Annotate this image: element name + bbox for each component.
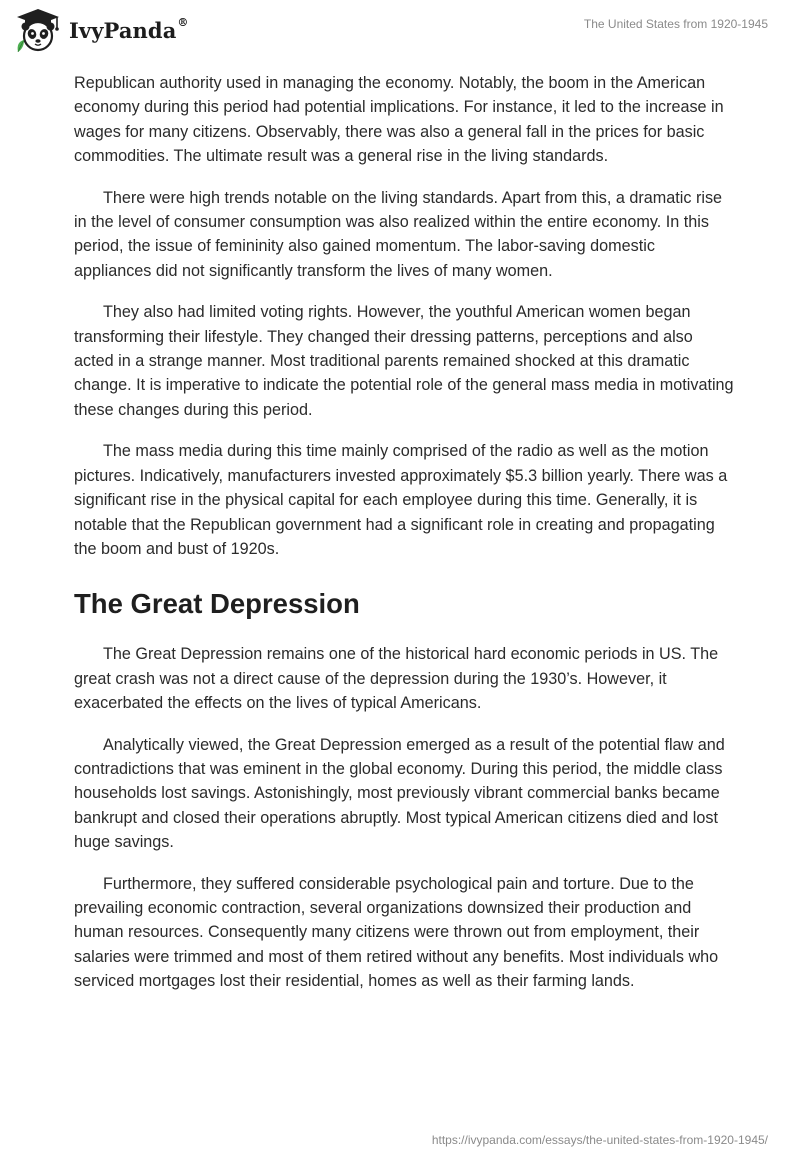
paragraph-6: Analytically viewed, the Great Depression emerged as a result of the potential flaw and contradictions that was eminent in the global economy. During this period, the middle class households lost savings. Astonishingly, most previously vibrant commercial banks became bankrupt and closed their operations abruptly. Most typical American citizens died and lost huge savings. [74,735,725,852]
paragraph-5: The Great Depression remains one of the historical hard economic periods in US. The great crash was not a direct cause of the depression during the 1930’s. However, it exacerbated the effects on the lives of typical Americans. [74,645,719,713]
section-heading: The Great Depression [74,588,360,620]
ivypanda-logo[interactable] [14,8,189,52]
source-url[interactable]: https://ivypanda.com/essays/the-united-states-from-1920-1945/ [431,1133,768,1147]
paragraph-2: There were high trends notable on the living standards. Apart from this, a dramatic rise in the level of consumer consumption was also realized within the entire economy. In this period, the issue of femininity also gained momentum. The labor-saving domestic appliances did not significantly transform the lives of many women. [74,188,723,280]
paragraph-1: Republican authority used in managing the economy. Notably, the boom in the American economy during this period had potential implications. For instance, it led to the increase in wages for many citizens. Observably, there was also a general fall in the prices for basic commodities. The ultimate result was a general rise in the living standards. [74,74,724,166]
paragraph-7: Furthermore, they suffered considerable psychological pain and torture. Due to the prevailing economic contraction, several organizations downsized their production and human resources. Consequently many citizens were thrown out from employment, their salaries were trimmed and most of them retired without any benefits. Most individuals who serviced mortgages lost their residential, homes as well as their farming lands. [74,874,719,991]
registered-mark: ® [177,15,189,29]
essay-body [74,71,734,1011]
paragraph-3: They also had limited voting rights. However, the youthful American women began transforming their lifestyle. They changed their dressing patterns, perceptions and also acted in a strange manner. Most traditional parents remained shocked at this dramatic change. It is imperative to indicate the potential role of the general mass media in motivating these changes during this period. [74,303,734,419]
page-header [0,0,800,60]
paragraph-4: The mass media during this time mainly comprised of the radio as well as the motion pictures. Indicatively, manufacturers invested approximately $5.3 billion yearly. There was a significant rise in the physical capital for each employee during this time. Generally, it is notable that the Republican government had a significant role in creating and propagating the boom and bust of 1920s. [74,442,728,558]
document-title: The United States from 1920-1945 [583,17,768,31]
panda-graduate-icon [14,8,62,52]
brand-name: IvyPanda® [69,15,189,43]
